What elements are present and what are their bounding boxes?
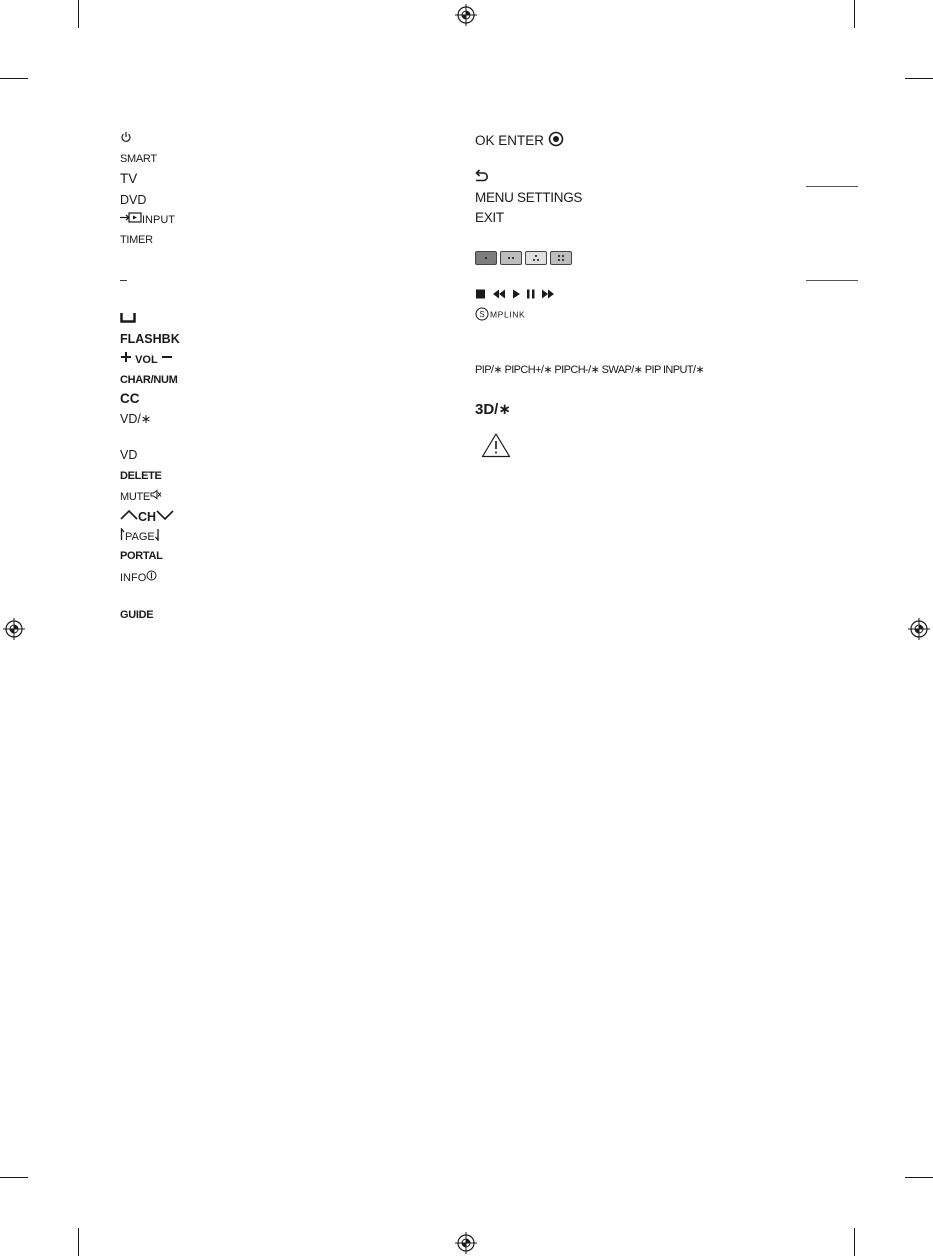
power-button-item — [120, 131, 132, 147]
menu-settings-label: MENU SETTINGS — [475, 190, 583, 205]
vol-label: VOL — [135, 353, 158, 366]
registration-mark-icon — [3, 618, 25, 640]
page-down-icon — [155, 528, 160, 546]
three-d-label: 3D/∗ — [475, 401, 511, 418]
timer-label: TIMER — [120, 234, 153, 246]
ch-label: CH — [138, 509, 157, 524]
left-button-list — [120, 0, 420, 700]
right-button-list — [475, 0, 875, 700]
svg-text:MPLINK: MPLINK — [490, 309, 526, 320]
delete-label: DELETE — [120, 470, 162, 482]
mute-button-item — [120, 489, 162, 505]
warning-icon — [481, 432, 511, 462]
vd-label: VD — [120, 448, 138, 462]
simplink-logo — [475, 307, 537, 325]
crop-mark — [0, 78, 28, 79]
input-icon — [120, 212, 142, 228]
crop-mark — [854, 1228, 855, 1256]
back-arrow-icon — [475, 169, 489, 186]
smart-label: SMART — [120, 153, 157, 165]
registration-mark-icon — [908, 618, 930, 640]
mute-speaker-icon — [150, 489, 162, 505]
info-button-item — [120, 570, 157, 586]
svg-text:S: S — [479, 310, 485, 319]
charnum-label: CHAR/NUM — [120, 374, 178, 386]
portal-label: PORTAL — [120, 550, 163, 562]
crop-mark — [78, 1228, 79, 1256]
space-button-item — [120, 311, 136, 327]
crop-mark — [78, 0, 79, 28]
channel-button-item — [120, 508, 174, 525]
tv-label: TV — [120, 171, 138, 186]
back-button-item — [475, 169, 489, 186]
input-button-item — [120, 212, 175, 228]
playback-icons — [475, 288, 561, 304]
page-label: PAGE — [125, 531, 155, 543]
color-buttons-item — [475, 250, 575, 266]
color-button-2 — [500, 251, 522, 265]
playback-controls-item — [475, 288, 561, 304]
plus-icon — [120, 351, 132, 368]
three-d-item — [475, 402, 511, 418]
dvd-label: DVD — [120, 193, 147, 207]
flashbk-label: FLASHBK — [120, 332, 180, 346]
chevron-down-icon — [156, 509, 174, 525]
dash-label: – — [120, 273, 127, 287]
warning-item — [481, 432, 511, 462]
volume-button-item — [120, 351, 173, 368]
color-button-4 — [550, 251, 572, 265]
color-button-1 — [475, 251, 497, 265]
registration-mark-icon — [455, 4, 477, 26]
ok-enter-label: OK ENTER — [475, 133, 545, 148]
crop-mark — [905, 1177, 933, 1178]
power-icon — [120, 131, 132, 147]
crop-mark — [905, 78, 933, 79]
exit-label: EXIT — [475, 210, 504, 225]
vd-star-label: VD/∗ — [120, 412, 152, 426]
pip-row-label: PIP/∗ PIPCH+/∗ PIPCH-/∗ SWAP/∗ PIP INPUT/∗ — [475, 364, 705, 377]
info-icon — [146, 570, 157, 586]
simplink-item — [475, 307, 537, 325]
mute-label: MUTE — [120, 491, 150, 504]
ok-enter-item — [475, 131, 564, 151]
input-label: INPUT — [142, 214, 175, 227]
registration-mark-icon — [455, 1232, 477, 1254]
info-label: INFO — [120, 572, 147, 585]
chevron-up-icon — [120, 509, 138, 525]
page-button-item — [120, 528, 160, 546]
pip-row-item — [475, 362, 704, 378]
color-button-3 — [525, 251, 547, 265]
crop-mark — [0, 1177, 28, 1178]
space-icon — [120, 311, 136, 327]
cc-label: CC — [120, 391, 140, 406]
minus-icon — [161, 351, 173, 368]
guide-label: GUIDE — [120, 609, 154, 621]
enter-target-icon — [548, 131, 564, 151]
